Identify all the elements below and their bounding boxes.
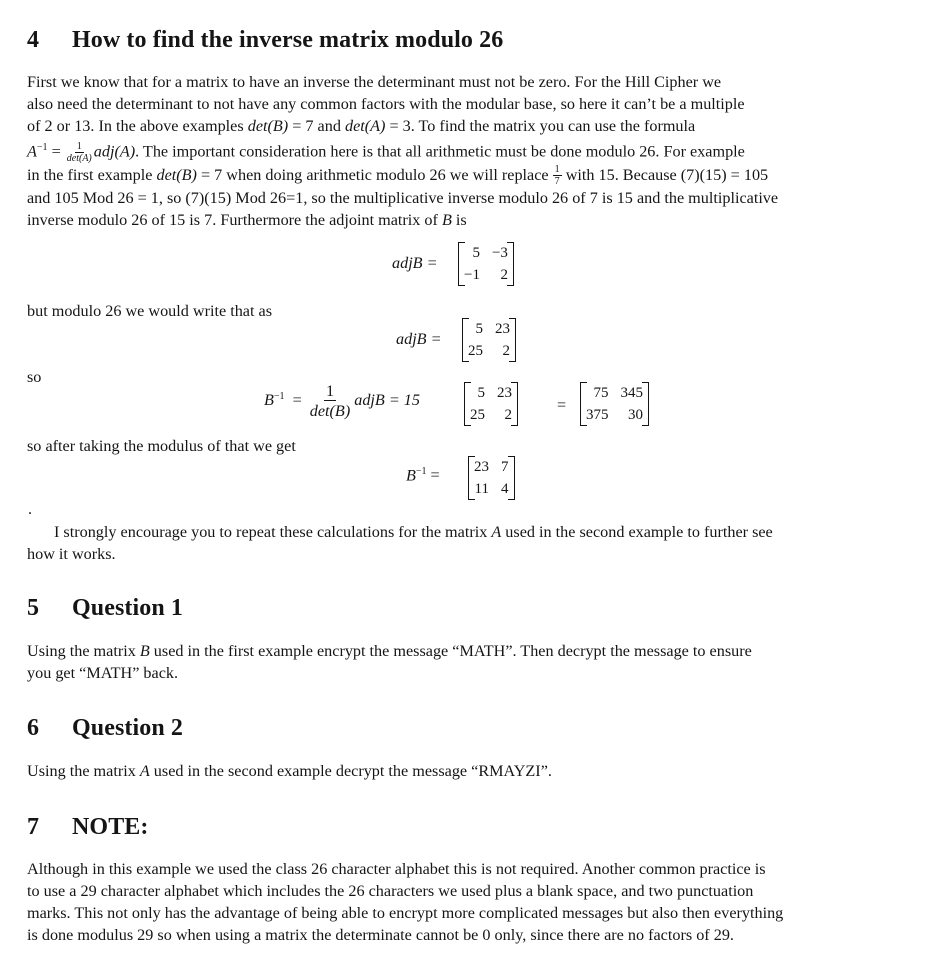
matrix-cell: 30 bbox=[628, 407, 643, 423]
matrix-cell: 25 bbox=[468, 343, 483, 359]
text-but-modulo: but modulo 26 we would write that as bbox=[27, 302, 273, 320]
section-number: 4 bbox=[27, 27, 40, 53]
text-line: in the first example det(B) = 7 when doing arithmetic modulo 26 we will replace $\frac{1}{7}$ with 15. Because (7)(15) = 105 bbox=[27, 163, 769, 187]
matrix-cell: 75 bbox=[593, 385, 609, 401]
text-line-formula: $A^{-1}$ = $\frac{1}{\det(A)}$ adj(A). The important consideration here is that all arithmetic must be done modulo 26. For example bbox=[27, 140, 745, 164]
section-7-heading: 7 NOTE: bbox=[27, 814, 149, 840]
eq4-matrix bbox=[468, 456, 515, 500]
eq2-lhs: adjB = bbox=[396, 330, 442, 348]
matrix-cell: 2 bbox=[502, 343, 510, 359]
matrix-cell: 5 bbox=[472, 245, 480, 261]
matrix-cell: 7 bbox=[501, 459, 509, 475]
eq1-matrix bbox=[458, 242, 514, 286]
section-6-heading: 6 Question 2 bbox=[27, 715, 184, 741]
eq3-equals: = bbox=[557, 396, 567, 414]
encourage-paragraph: I strongly encourage you to repeat these calculations for the matrix A used in the second example to further see how it works. bbox=[27, 523, 773, 563]
eq3-lhs: $B^{-1}$ = $\frac{1}{\det(B)}$ adjB = 15 bbox=[264, 382, 420, 420]
eq1-lhs: adjB = bbox=[392, 254, 438, 272]
text-line: First we know that for a matrix to have an inverse the determinant must not be zero. For the Hill Cipher we bbox=[27, 73, 722, 91]
section-title: How to find the inverse matrix modulo 26 bbox=[72, 27, 504, 53]
section-5-heading: 5 Question 1 bbox=[27, 595, 184, 621]
text-line: inverse modulo 26 of 15 is 7. Furthermore the adjoint matrix of B is bbox=[27, 210, 467, 229]
matrix-cell: −1 bbox=[464, 267, 480, 283]
text-line: and 105 Mod 26 = 1, so (7)(15) Mod 26=1, so the multiplicative inverse modulo 26 of 7 is 15 and the multiplicative bbox=[27, 188, 779, 207]
eq4-lhs: $B^{-1}$ = bbox=[406, 466, 440, 485]
matrix-cell: 2 bbox=[500, 267, 508, 283]
matrix-cell: 345 bbox=[620, 385, 643, 401]
matrix-cell: 2 bbox=[504, 407, 512, 423]
eq3-matrix-2 bbox=[580, 382, 649, 426]
section-4-paragraph bbox=[27, 71, 922, 231]
matrix-cell: 5 bbox=[475, 321, 483, 337]
matrix-cell: −3 bbox=[491, 245, 508, 261]
question-2-text: Using the matrix A used in the second example decrypt the message “RMAYZI”. bbox=[27, 762, 552, 780]
note-paragraph: Although in this example we used the class 26 character alphabet this is not required. Another common practice is to use a 29 character alphabet which includes the 26 characters we used plus a blank space, and two punctuation marks. This not only has the advantage of being able to encrypt more complicated messages but also then everything is done modulus 29 so when using a matrix the determinate cannot be 0 only, since there are no factors of 29. bbox=[27, 860, 784, 944]
matrix-cell: 25 bbox=[470, 407, 485, 423]
matrix-cell: 23 bbox=[474, 459, 489, 475]
text-after-modulus: so after taking the modulus of that we get bbox=[27, 437, 296, 455]
eq3-matrix-1 bbox=[464, 382, 518, 426]
matrix-cell: 23 bbox=[497, 385, 512, 401]
section-4-heading bbox=[27, 27, 503, 54]
text-line: of 2 or 13. In the above examples det(B) = 7 and det(A) = 3. To find the matrix you can use the formula bbox=[27, 117, 696, 135]
text-line: also need the determinant to not have any common factors with the modular base, so here it can’t be a multiple bbox=[27, 95, 745, 113]
question-1-text: Using the matrix B used in the first example encrypt the message “MATH”. Then decrypt the message to ensure you get “MATH” back. bbox=[27, 642, 752, 682]
matrix-cell: 4 bbox=[501, 481, 509, 497]
matrix-cell: 23 bbox=[495, 321, 510, 337]
dot-mark: . bbox=[28, 500, 33, 518]
matrix-cell: 11 bbox=[474, 481, 489, 497]
text-so: so bbox=[27, 368, 42, 386]
matrix-cell: 5 bbox=[477, 385, 485, 401]
eq2-matrix bbox=[462, 318, 516, 362]
matrix-cell: 375 bbox=[586, 407, 609, 423]
